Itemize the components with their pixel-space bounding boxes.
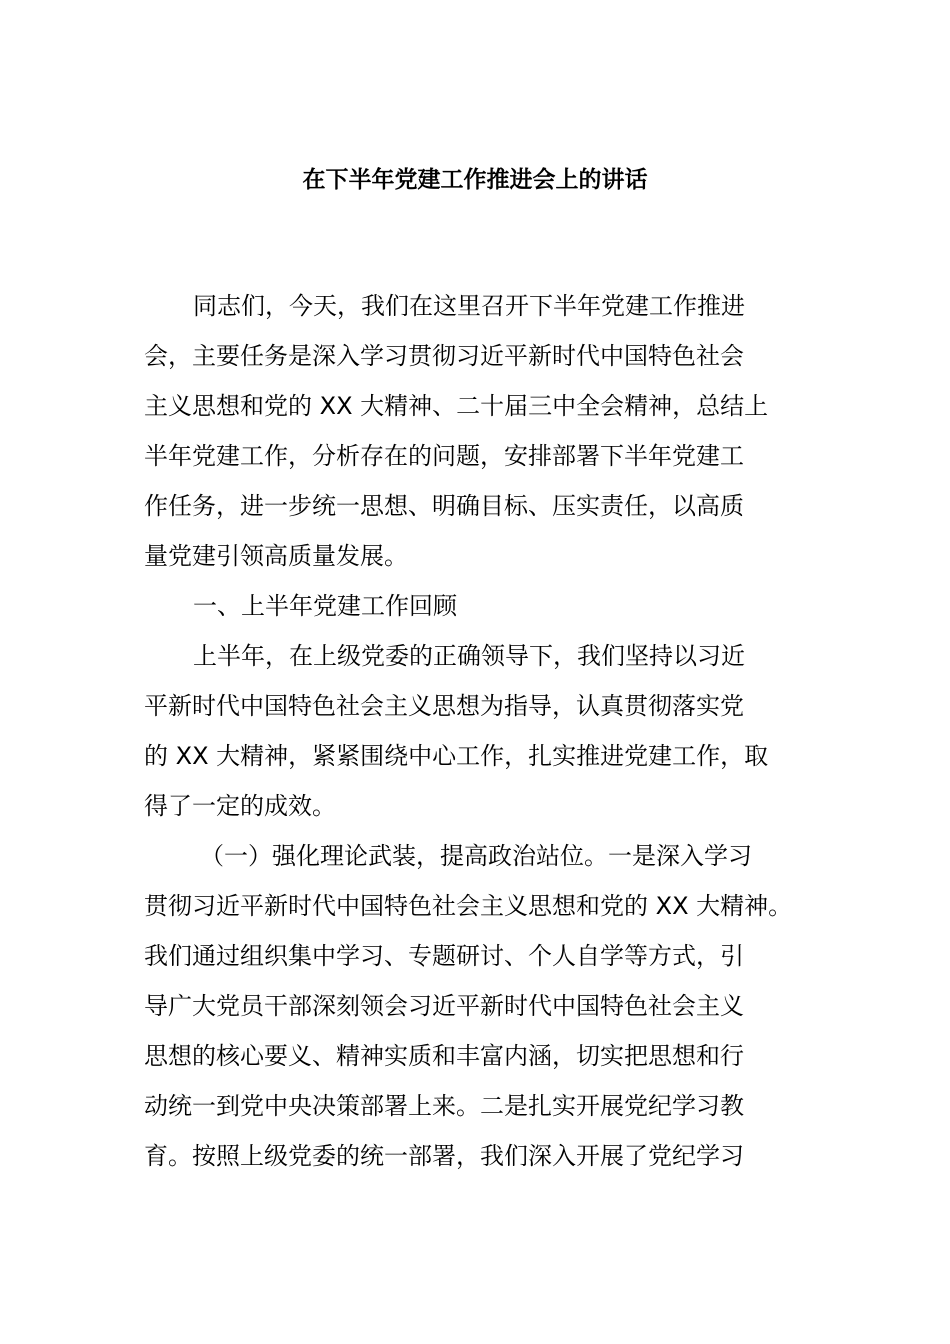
paragraph-line: 作任务，进一步统一思想、明确目标、压实责任，以高质 <box>144 492 744 520</box>
section-heading: 一、上半年党建工作回顾 <box>193 592 457 620</box>
paragraph-line: 得了一定的成效。 <box>144 792 336 820</box>
paragraph-line: 育。按照上级党委的统一部署，我们深入开展了党纪学习 <box>144 1142 744 1170</box>
paragraph-line: 主义思想和党的 XX 大精神、二十届三中全会精神，总结上 <box>144 392 769 420</box>
paragraph-line: 贯彻习近平新时代中国特色社会主义思想和党的 XX 大精神。 <box>144 892 793 920</box>
document-body <box>144 281 814 1181</box>
paragraph-line: 上半年，在上级党委的正确领导下，我们坚持以习近 <box>193 642 745 670</box>
subsection-line: （一）强化理论武装，提高政治站位。一是深入学习 <box>200 842 752 870</box>
paragraph-line: 半年党建工作，分析存在的问题，安排部署下半年党建工 <box>144 442 744 470</box>
paragraph-line: 动统一到党中央决策部署上来。二是扎实开展党纪学习教 <box>144 1092 744 1120</box>
paragraph-line: 我们通过组织集中学习、专题研讨、个人自学等方式，引 <box>144 942 744 970</box>
paragraph-line: 的 XX 大精神，紧紧围绕中心工作，扎实推进党建工作，取 <box>144 742 769 770</box>
paragraph-line: 平新时代中国特色社会主义思想为指导，认真贯彻落实党 <box>144 692 744 720</box>
paragraph-line: 同志们，今天，我们在这里召开下半年党建工作推进 <box>193 292 745 320</box>
document-title: 在下半年党建工作推进会上的讲话 <box>302 167 648 193</box>
paragraph-line: 会，主要任务是深入学习贯彻习近平新时代中国特色社会 <box>144 342 744 370</box>
paragraph-line: 导广大党员干部深刻领会习近平新时代中国特色社会主义 <box>144 992 744 1020</box>
paragraph-line: 思想的核心要义、精神实质和丰富内涵，切实把思想和行 <box>144 1042 744 1070</box>
paragraph-line: 量党建引领高质量发展。 <box>144 542 408 570</box>
